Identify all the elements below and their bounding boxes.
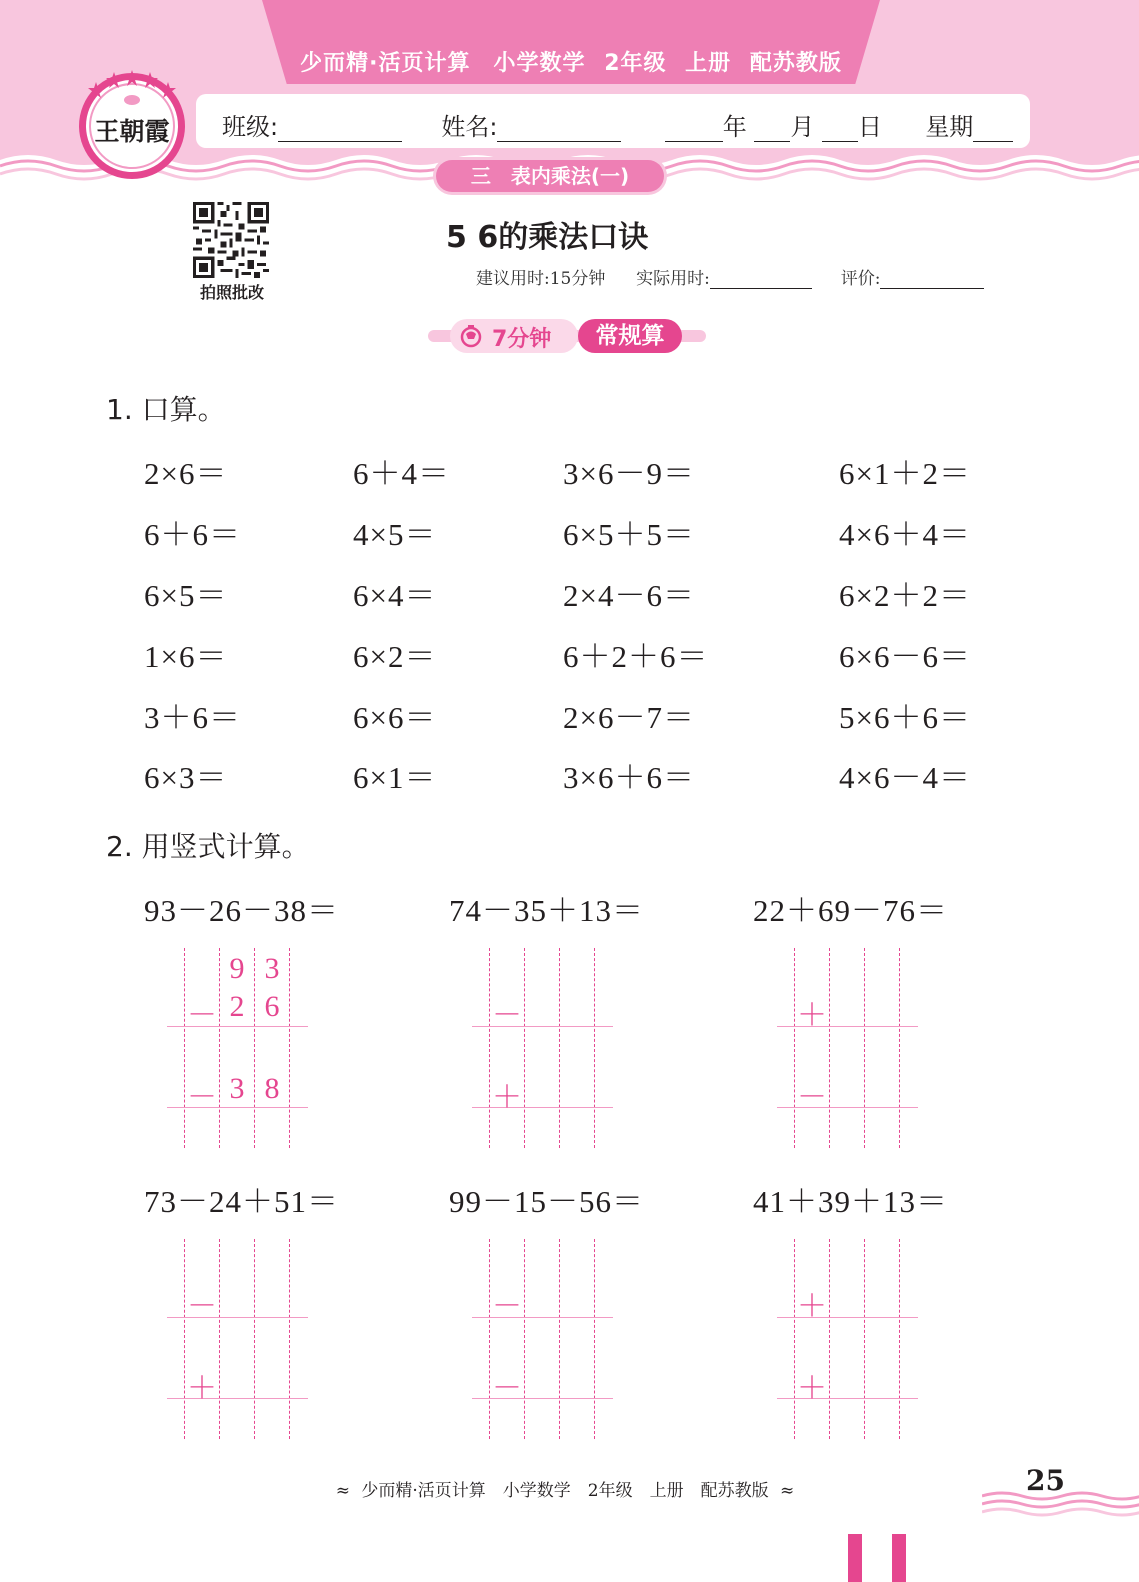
oral-calc-item: 6×2＋2＝ <box>839 578 971 613</box>
name-label: 姓名: <box>441 113 498 141</box>
oral-calc-item: 6×1＝ <box>353 760 437 795</box>
vertical-calc-expression: 22＋69－76＝ <box>753 893 948 928</box>
month-label: 月 <box>790 113 815 141</box>
digit: 2 <box>229 990 245 1023</box>
oral-calc-item: 6×1＋2＝ <box>839 456 971 491</box>
oral-calc-item: 4×6＋4＝ <box>839 517 971 552</box>
class-label: 班级: <box>222 113 279 141</box>
page-number: 25 <box>1026 1464 1065 1497</box>
operator-sign: ＋ <box>797 999 827 1032</box>
oral-calc-item: 6×6＝ <box>353 700 437 735</box>
oral-calc-item: 6×2＝ <box>353 639 437 674</box>
operator-sign: － <box>797 1081 827 1114</box>
qr-label: 拍照批改 <box>199 283 264 302</box>
digit: 9 <box>229 952 245 985</box>
oral-calc-item: 3×6＋6＝ <box>563 760 695 795</box>
oral-calc-item: 6×5＝ <box>144 578 228 613</box>
operator-sign: － <box>492 1290 522 1323</box>
name-field[interactable] <box>497 119 621 142</box>
oral-calc-item: 4×5＝ <box>353 517 437 552</box>
vertical-calc-expression: 41＋39＋13＝ <box>753 1184 948 1219</box>
operator-sign: － <box>492 1372 522 1405</box>
section2-title: 2. 用竖式计算。 <box>106 830 310 863</box>
operator-sign: － <box>187 1081 217 1114</box>
chapter-label: 三 表内乘法(一) <box>436 160 664 192</box>
weekday-label: 星期 <box>925 113 974 141</box>
thumb-index-mark <box>892 1534 906 1582</box>
vertical-calc-expression: 73－24＋51＝ <box>144 1184 339 1219</box>
year-field[interactable] <box>665 119 723 142</box>
oral-calc-item: 3＋6＝ <box>144 700 241 735</box>
oral-calc-item: 6×6－6＝ <box>839 639 971 674</box>
evaluation-label: 评价: <box>840 269 881 289</box>
operator-sign: － <box>187 999 217 1032</box>
operator-sign: － <box>187 1290 217 1323</box>
oral-calc-item: 5×6＋6＝ <box>839 700 971 735</box>
digit: 6 <box>264 990 280 1023</box>
student-info-line <box>222 107 1013 142</box>
stopwatch-icon <box>458 323 484 349</box>
oral-calc-item: 2×4－6＝ <box>563 578 695 613</box>
timer-minutes: 7分钟 <box>492 327 552 352</box>
oral-calc-item: 6×4＝ <box>353 578 437 613</box>
month-field[interactable] <box>754 119 790 142</box>
oral-calc-item: 1×6＝ <box>144 639 228 674</box>
digit: 3 <box>229 1072 245 1105</box>
vertical-calc-expression: 99－15－56＝ <box>449 1184 644 1219</box>
class-field[interactable] <box>278 119 402 142</box>
thumb-index-mark <box>848 1534 862 1582</box>
lesson-title: 5 6的乘法口诀 <box>446 220 649 255</box>
oral-calc-item: 3×6－9＝ <box>563 456 695 491</box>
year-label: 年 <box>722 113 747 141</box>
footer-series-text: ≈ 少而精·活页计算 小学数学 2年级 上册 配苏教版 ≈ <box>335 1481 795 1501</box>
oral-calc-item: 6×5＋5＝ <box>563 517 695 552</box>
series-title: 少而精·活页计算 小学数学 2年级 上册 配苏教版 <box>300 51 842 76</box>
vertical-calc-expression: 93－26－38＝ <box>144 893 339 928</box>
operator-sign: ＋ <box>797 1290 827 1323</box>
evaluation-field[interactable] <box>880 270 984 289</box>
digit: 8 <box>264 1072 280 1105</box>
exercise-type-badge: 常规算 <box>578 319 682 353</box>
day-label: 日 <box>858 113 883 141</box>
oral-calc-item: 6×3＝ <box>144 760 228 795</box>
operator-sign: － <box>492 999 522 1032</box>
oral-calc-item: 6＋6＝ <box>144 517 241 552</box>
lesson-meta <box>476 264 984 289</box>
oral-calc-item: 2×6－7＝ <box>563 700 695 735</box>
oral-calc-item: 6＋2＋6＝ <box>563 639 709 674</box>
oral-calc-item: 6＋4＝ <box>353 456 450 491</box>
oral-calc-item: 4×6－4＝ <box>839 760 971 795</box>
actual-time-label: 实际用时: <box>636 269 710 289</box>
digit: 3 <box>264 952 280 985</box>
operator-sign: ＋ <box>492 1081 522 1114</box>
oral-calc-item: 2×6＝ <box>144 456 228 491</box>
operator-sign: ＋ <box>797 1372 827 1405</box>
suggested-time: 建议用时:15分钟 <box>476 269 606 289</box>
operator-sign: ＋ <box>187 1372 217 1405</box>
qr-code-icon[interactable] <box>193 202 269 278</box>
vertical-calc-expression: 74－35＋13＝ <box>449 893 644 928</box>
section1-title: 1. 口算。 <box>106 393 226 426</box>
weekday-field[interactable] <box>973 119 1013 142</box>
actual-time-field[interactable] <box>710 270 812 289</box>
brand-logo-text: 王朝霞 <box>94 117 170 146</box>
day-field[interactable] <box>822 119 858 142</box>
